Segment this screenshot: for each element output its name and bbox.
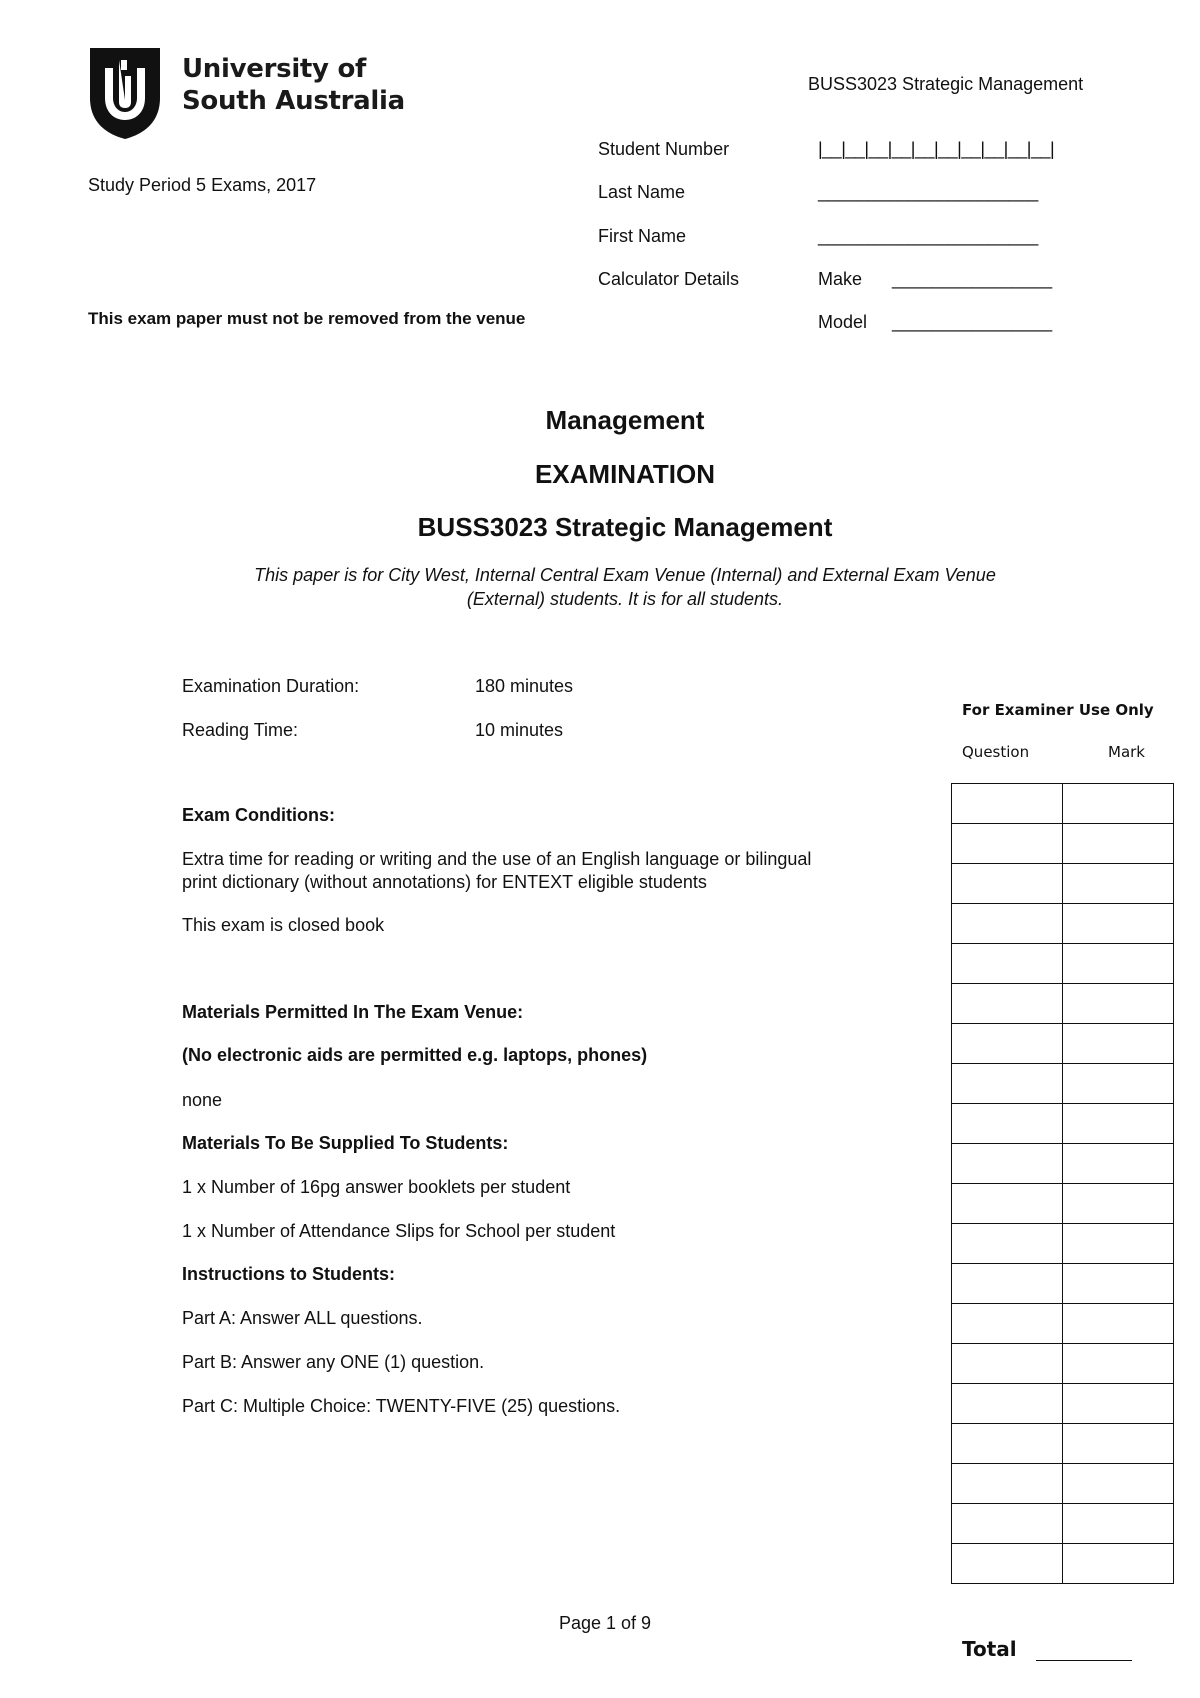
course-reference: BUSS3023 Strategic Management <box>808 74 1084 94</box>
mark-cell[interactable] <box>1063 1384 1174 1424</box>
mark-cell[interactable] <box>1063 1104 1174 1144</box>
title-management: Management <box>545 405 705 435</box>
table-row <box>952 1424 1174 1464</box>
duration-value: 180 minutes <box>475 676 574 696</box>
question-cell[interactable] <box>952 1344 1063 1384</box>
mark-cell[interactable] <box>1063 1184 1174 1224</box>
table-row <box>952 944 1174 984</box>
question-cell[interactable] <box>952 1104 1063 1144</box>
mark-cell[interactable] <box>1063 904 1174 944</box>
subtitle-line2: (External) students. It is for all students. <box>466 589 784 609</box>
subtitle <box>0 563 1200 611</box>
page-number: Page 1 of 9 <box>558 1613 652 1633</box>
mark-cell[interactable] <box>1063 864 1174 904</box>
calculator-make-field[interactable]: ________________ <box>892 269 1053 289</box>
question-cell[interactable] <box>952 1384 1063 1424</box>
instruction-part-b: Part B: Answer any ONE (1) question. <box>182 1352 485 1372</box>
question-cell[interactable] <box>952 1184 1063 1224</box>
question-cell[interactable] <box>952 1544 1063 1584</box>
conditions-item-1-line2: print dictionary (without annotations) for ENTEXT eligible students <box>182 872 707 892</box>
last-name-label: Last Name <box>598 182 686 202</box>
university-name-line2: South Australia <box>182 86 405 116</box>
university-logo <box>88 46 162 145</box>
table-row <box>952 1504 1174 1544</box>
mark-cell[interactable] <box>1063 984 1174 1024</box>
table-row <box>952 984 1174 1024</box>
table-row <box>952 1264 1174 1304</box>
last-name-field[interactable]: ______________________ <box>818 182 1039 202</box>
venue-notice: This exam paper must not be removed from the venue <box>88 309 526 328</box>
examiner-question-header: Question <box>962 743 1030 761</box>
total-label: Total <box>962 1637 1017 1661</box>
question-cell[interactable] <box>952 904 1063 944</box>
examiner-mark-header: Mark <box>1108 743 1145 761</box>
table-row <box>952 824 1174 864</box>
first-name-label: First Name <box>598 226 687 246</box>
question-cell[interactable] <box>952 1064 1063 1104</box>
mark-cell[interactable] <box>1063 1464 1174 1504</box>
question-cell[interactable] <box>952 864 1063 904</box>
table-row <box>952 1024 1174 1064</box>
mark-cell[interactable] <box>1063 1304 1174 1344</box>
mark-cell[interactable] <box>1063 1424 1174 1464</box>
mark-cell[interactable] <box>1063 1264 1174 1304</box>
question-cell[interactable] <box>952 784 1063 824</box>
subtitle-line1: This paper is for City West, Internal Central Exam Venue (Internal) and External Exam Venue <box>254 565 996 585</box>
student-number-label: Student Number <box>598 139 730 159</box>
question-cell[interactable] <box>952 1264 1063 1304</box>
table-row <box>952 1144 1174 1184</box>
question-cell[interactable] <box>952 1464 1063 1504</box>
permitted-value: none <box>182 1090 223 1110</box>
mark-cell[interactable] <box>1063 1224 1174 1264</box>
mark-cell[interactable] <box>1063 1544 1174 1584</box>
calculator-model-label: Model <box>818 312 868 332</box>
question-cell[interactable] <box>952 984 1063 1024</box>
question-cell[interactable] <box>952 1224 1063 1264</box>
mark-cell[interactable] <box>1063 1344 1174 1384</box>
mark-cell[interactable] <box>1063 784 1174 824</box>
mark-cell[interactable] <box>1063 944 1174 984</box>
mark-cell[interactable] <box>1063 824 1174 864</box>
question-cell[interactable] <box>952 1504 1063 1544</box>
question-cell[interactable] <box>952 824 1063 864</box>
table-row <box>952 1544 1174 1584</box>
question-cell[interactable] <box>952 1304 1063 1344</box>
conditions-item-2: This exam is closed book <box>182 915 385 935</box>
permitted-note: (No electronic aids are permitted e.g. laptops, phones) <box>182 1045 648 1065</box>
permitted-heading: Materials Permitted In The Exam Venue: <box>182 1002 524 1022</box>
conditions-item-1 <box>182 848 811 894</box>
instructions-heading: Instructions to Students: <box>182 1264 395 1284</box>
reading-time-value: 10 minutes <box>475 720 564 740</box>
table-row <box>952 1304 1174 1344</box>
table-row <box>952 864 1174 904</box>
table-row <box>952 1384 1174 1424</box>
table-row <box>952 1064 1174 1104</box>
reading-time-label: Reading Time: <box>182 720 299 740</box>
study-period: Study Period 5 Exams, 2017 <box>88 175 317 195</box>
conditions-heading: Exam Conditions: <box>182 805 336 825</box>
mark-cell[interactable] <box>1063 1144 1174 1184</box>
title-course: BUSS3023 Strategic Management <box>417 512 833 542</box>
calculator-model-field[interactable]: ________________ <box>892 312 1053 332</box>
unisa-shield-icon <box>88 46 162 140</box>
question-cell[interactable] <box>952 944 1063 984</box>
supplied-item-1: 1 x Number of 16pg answer booklets per student <box>182 1177 571 1197</box>
conditions-item-1-line1: Extra time for reading or writing and the use of an English language or bilingual <box>182 849 812 869</box>
mark-cell[interactable] <box>1063 1024 1174 1064</box>
table-row <box>952 1224 1174 1264</box>
table-row <box>952 1184 1174 1224</box>
duration-label: Examination Duration: <box>182 676 360 696</box>
examiner-use-title: For Examiner Use Only <box>962 701 1154 719</box>
table-row <box>952 1464 1174 1504</box>
mark-cell[interactable] <box>1063 1504 1174 1544</box>
supplied-item-2: 1 x Number of Attendance Slips for School per student <box>182 1221 616 1241</box>
mark-cell[interactable] <box>1063 1064 1174 1104</box>
supplied-heading: Materials To Be Supplied To Students: <box>182 1133 509 1153</box>
table-row <box>952 1344 1174 1384</box>
question-cell[interactable] <box>952 1024 1063 1064</box>
question-cell[interactable] <box>952 1144 1063 1184</box>
question-cell[interactable] <box>952 1424 1063 1464</box>
total-field[interactable] <box>1036 1642 1132 1661</box>
title-examination: EXAMINATION <box>534 459 716 489</box>
table-row <box>952 904 1174 944</box>
university-name-line1: University of <box>182 54 367 84</box>
first-name-field[interactable]: ______________________ <box>818 226 1039 246</box>
instruction-part-c: Part C: Multiple Choice: TWENTY-FIVE (25) questions. <box>182 1396 621 1416</box>
student-number-boxes[interactable]: |__|__|__|__|__|__|__|__|__|__| <box>818 139 1055 159</box>
calculator-details-label: Calculator Details <box>598 269 740 289</box>
table-row <box>952 1104 1174 1144</box>
table-row <box>952 784 1174 824</box>
instruction-part-a: Part A: Answer ALL questions. <box>182 1308 423 1328</box>
examiner-mark-table <box>951 783 1174 1584</box>
calculator-make-label: Make <box>818 269 863 289</box>
